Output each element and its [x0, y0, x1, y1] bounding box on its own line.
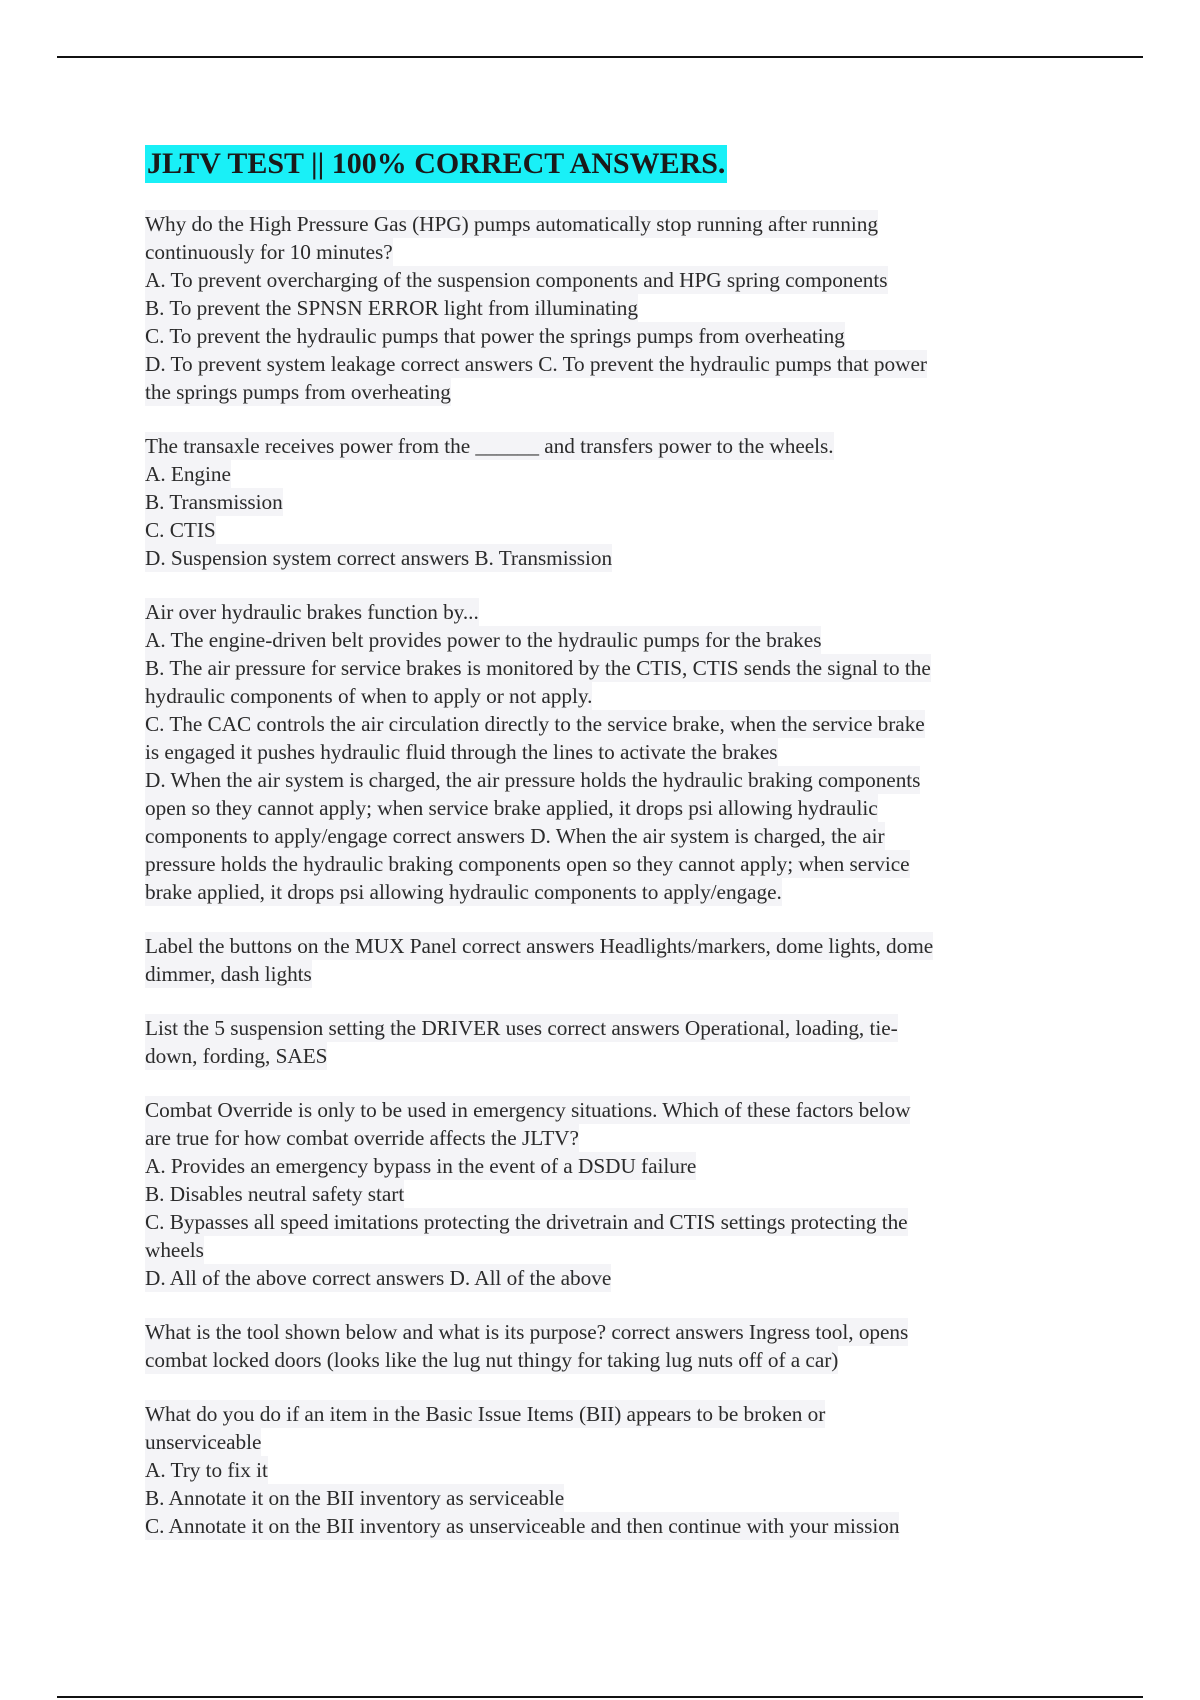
document-body	[145, 145, 1075, 1566]
text-line: A. Engine	[145, 462, 231, 486]
text-line: B. Transmission	[145, 490, 283, 514]
text-line: the springs pumps from overheating	[145, 380, 451, 404]
question-block	[145, 210, 1075, 406]
text-line: components to apply/engage correct answers D. When the air system is charged, the air	[145, 824, 885, 848]
header-rule	[57, 56, 1143, 58]
text-line: down, fording, SAES	[145, 1044, 328, 1068]
footer-rule	[57, 1696, 1143, 1698]
text-line: B. Annotate it on the BII inventory as serviceable	[145, 1486, 565, 1510]
text-line: hydraulic components of when to apply or not apply.	[145, 684, 593, 708]
question-block	[145, 1096, 1075, 1292]
text-line: C. To prevent the hydraulic pumps that power the springs pumps from overheating	[145, 324, 845, 348]
question-block	[145, 1014, 1075, 1070]
text-line: are true for how combat override affects the JLTV?	[145, 1126, 579, 1150]
text-line: D. All of the above correct answers D. All of the above	[145, 1266, 612, 1290]
text-line: A. Try to fix it	[145, 1458, 268, 1482]
question-block	[145, 932, 1075, 988]
text-line: combat locked doors (looks like the lug nut thingy for taking lug nuts off of a car)	[145, 1348, 839, 1372]
text-line: B. To prevent the SPNSN ERROR light from illuminating	[145, 296, 638, 320]
text-line: Label the buttons on the MUX Panel correct answers Headlights/markers, dome lights, dome	[145, 934, 934, 958]
text-line: brake applied, it drops psi allowing hydraulic components to apply/engage.	[145, 880, 782, 904]
text-line: What do you do if an item in the Basic Issue Items (BII) appears to be broken or	[145, 1402, 826, 1426]
question-block	[145, 1400, 1075, 1540]
text-line: D. To prevent system leakage correct answers C. To prevent the hydraulic pumps that power	[145, 352, 927, 376]
text-line: Combat Override is only to be used in emergency situations. Which of these factors below	[145, 1098, 911, 1122]
text-line: C. Annotate it on the BII inventory as unserviceable and then continue with your mission	[145, 1514, 900, 1538]
text-line: B. The air pressure for service brakes is monitored by the CTIS, CTIS sends the signal to the	[145, 656, 931, 680]
question-block	[145, 432, 1075, 572]
text-line: open so they cannot apply; when service brake applied, it drops psi allowing hydraulic	[145, 796, 878, 820]
question-block	[145, 598, 1075, 906]
question-list	[145, 210, 1075, 1540]
text-line: is engaged it pushes hydraulic fluid through the lines to activate the brakes	[145, 740, 778, 764]
text-line: Why do the High Pressure Gas (HPG) pumps automatically stop running after running	[145, 212, 878, 236]
text-line: A. To prevent overcharging of the suspension components and HPG spring components	[145, 268, 888, 292]
text-line: A. The engine-driven belt provides power to the hydraulic pumps for the brakes	[145, 628, 822, 652]
text-line: What is the tool shown below and what is its purpose? correct answers Ingress tool, opens	[145, 1320, 909, 1344]
text-line: unserviceable	[145, 1430, 262, 1454]
text-line: C. CTIS	[145, 518, 216, 542]
question-block	[145, 1318, 1075, 1374]
document-title: JLTV TEST || 100% CORRECT ANSWERS.	[145, 145, 727, 183]
text-line: The transaxle receives power from the ______ and transfers power to the wheels.	[145, 434, 834, 458]
text-line: List the 5 suspension setting the DRIVER uses correct answers Operational, loading, tie-	[145, 1016, 898, 1040]
text-line: D. When the air system is charged, the air pressure holds the hydraulic braking components	[145, 768, 921, 792]
text-line: A. Provides an emergency bypass in the event of a DSDU failure	[145, 1154, 697, 1178]
text-line: B. Disables neutral safety start	[145, 1182, 405, 1206]
text-line: wheels	[145, 1238, 204, 1262]
text-line: C. The CAC controls the air circulation directly to the service brake, when the service brake	[145, 712, 925, 736]
text-line: C. Bypasses all speed imitations protecting the drivetrain and CTIS settings protecting the	[145, 1210, 908, 1234]
text-line: dimmer, dash lights	[145, 962, 312, 986]
text-line: pressure holds the hydraulic braking components open so they cannot apply; when service	[145, 852, 910, 876]
text-line: Air over hydraulic brakes function by...	[145, 600, 479, 624]
title-row	[145, 145, 1075, 183]
text-line: D. Suspension system correct answers B. Transmission	[145, 546, 613, 570]
text-line: continuously for 10 minutes?	[145, 240, 393, 264]
